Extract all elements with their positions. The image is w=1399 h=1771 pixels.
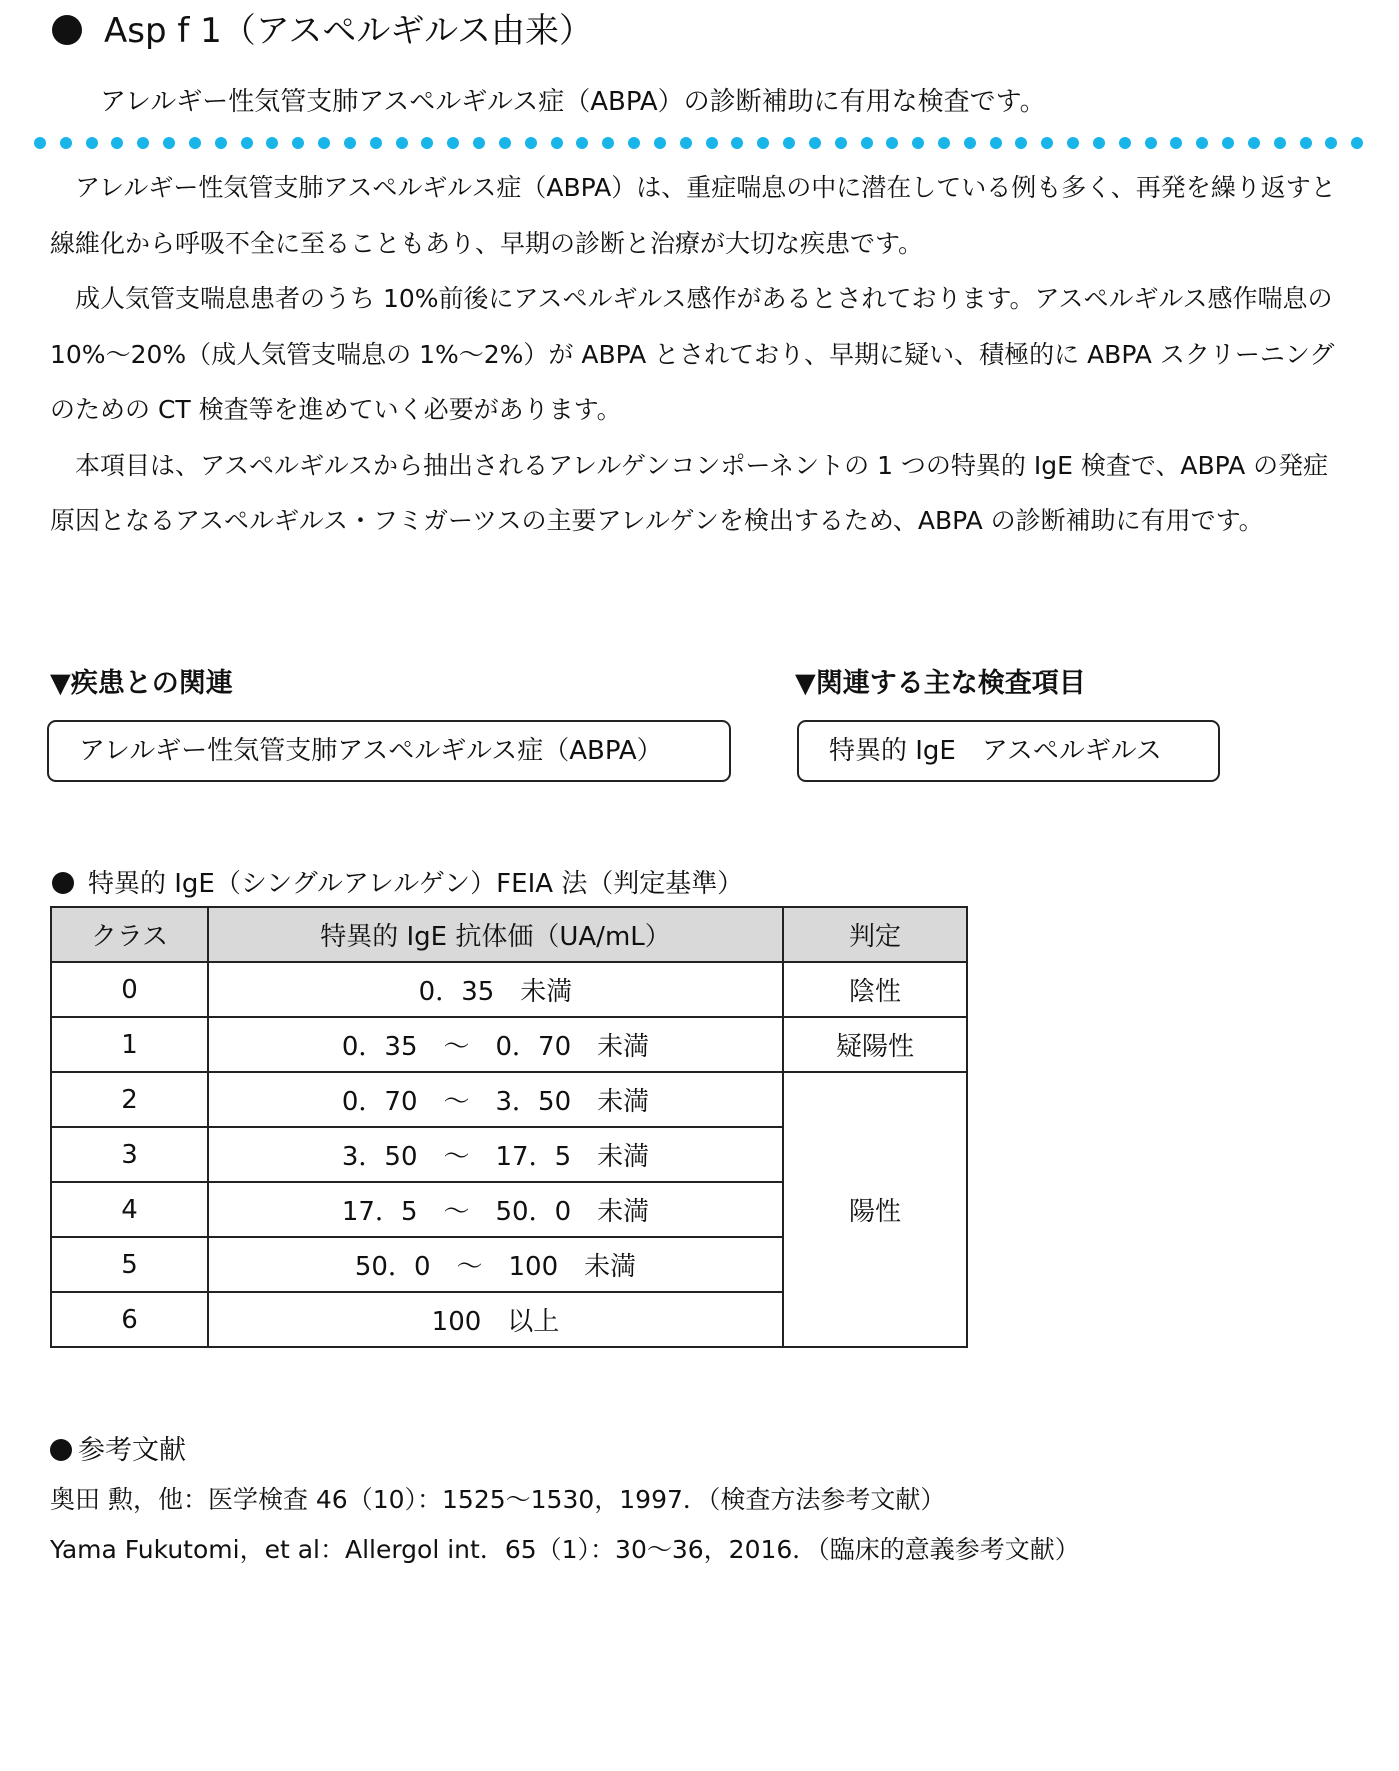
class-cell: 2 [51, 1072, 208, 1127]
divider-dot [654, 137, 666, 149]
divider-dot [1300, 137, 1312, 149]
range-cell: 0．70 ～ 3．50 未満 [208, 1072, 783, 1127]
table-row [51, 1017, 967, 1072]
bullet-icon [52, 15, 82, 45]
judgement-cell: 陽性 [783, 1072, 967, 1347]
range-cell: 50．0 ～ 100 未満 [208, 1237, 783, 1292]
class-cell: 5 [51, 1237, 208, 1292]
divider-dot [1196, 137, 1208, 149]
divider-dot [473, 137, 485, 149]
range-cell: 100 以上 [208, 1292, 783, 1347]
class-cell: 6 [51, 1292, 208, 1347]
reference-item: Yama Fukutomi，et al：Allergol int．65（1）：30～36，2016．（臨床的意義参考文献） [50, 1535, 1080, 1564]
divider-dot [396, 137, 408, 149]
related-disease-box: アレルギー性気管支肺アスペルギルス症（ABPA） [47, 720, 731, 782]
class-cell: 3 [51, 1127, 208, 1182]
reference-item: 奥田 勲，他：医学検査 46（10）：1525～1530，1997．（検査方法参考文献） [50, 1485, 946, 1514]
description-body [50, 160, 1350, 549]
divider-dot [861, 137, 873, 149]
divider-dot [731, 137, 743, 149]
page-title-text: Asp f 1（アスペルギルス由来） [104, 11, 594, 51]
divider-dot [1093, 137, 1105, 149]
related-disease-heading: ▼疾患との関連 [50, 668, 233, 699]
related-tests-heading: ▼関連する主な検査項目 [795, 668, 1086, 699]
divider-dot [602, 137, 614, 149]
divider-dot [1067, 137, 1079, 149]
divider-dot [344, 137, 356, 149]
divider-dot [189, 137, 201, 149]
criteria-table [50, 906, 968, 1348]
range-cell: 0．35 ～ 0．70 未満 [208, 1017, 783, 1072]
divider-dot [706, 137, 718, 149]
header-titer: 特異的 IgE 抗体価（UA/mL） [208, 907, 783, 962]
table-header-row [51, 907, 967, 962]
divider-dot [137, 137, 149, 149]
divider-dot [628, 137, 640, 149]
divider-dot [499, 137, 511, 149]
divider-dot [1274, 137, 1286, 149]
divider-dot [292, 137, 304, 149]
divider-dot [60, 137, 72, 149]
divider-dot [912, 137, 924, 149]
bullet-icon [52, 872, 74, 894]
table-row [51, 962, 967, 1017]
divider-dot [1248, 137, 1260, 149]
divider-dot [809, 137, 821, 149]
page-subtitle: アレルギー性気管支肺アスペルギルス症（ABPA）の診断補助に有用な検査です。 [100, 87, 1046, 117]
references-heading [50, 1431, 186, 1471]
divider-dot [1041, 137, 1053, 149]
divider-dot [1015, 137, 1027, 149]
divider-dot [680, 137, 692, 149]
related-tests-box: 特異的 IgE アスペルギルス [797, 720, 1220, 782]
page-title [52, 6, 593, 56]
divider-dot [1325, 137, 1337, 149]
divider-dot [241, 137, 253, 149]
divider-dot [215, 137, 227, 149]
body-paragraph: 本項目は、アスペルギルスから抽出されるアレルゲンコンポーネントの 1 つの特異的 IgE 検査で、ABPA の発症原因となるアスペルギルス・フミガーツスの主要アレルゲンを検出するため、ABPA の診断補助に有用です。 [50, 450, 1329, 535]
table-row [51, 1072, 967, 1127]
divider-dot [318, 137, 330, 149]
divider-dot [447, 137, 459, 149]
criteria-table-title-text: 特異的 IgE（シングルアレルゲン）FEIA 法（判定基準） [88, 869, 744, 899]
divider-dot [990, 137, 1002, 149]
divider-dot [938, 137, 950, 149]
divider-dot [964, 137, 976, 149]
bullet-icon [50, 1439, 72, 1461]
divider-dot [370, 137, 382, 149]
criteria-table-title [52, 864, 743, 904]
divider-dot [886, 137, 898, 149]
divider-dot [525, 137, 537, 149]
range-cell: 17．5 ～ 50．0 未満 [208, 1182, 783, 1237]
divider-dot [783, 137, 795, 149]
divider-dot [835, 137, 847, 149]
divider-dot [1145, 137, 1157, 149]
references-heading-text: 参考文献 [78, 1435, 186, 1466]
divider-dot [1119, 137, 1131, 149]
body-paragraph: アレルギー性気管支肺アスペルギルス症（ABPA）は、重症喘息の中に潜在している例も多く、再発を繰り返すと線維化から呼吸不全に至ることもあり、早期の診断と治療が大切な疾患です。 [50, 173, 1336, 258]
class-cell: 4 [51, 1182, 208, 1237]
divider-dot [576, 137, 588, 149]
class-cell: 0 [51, 962, 208, 1017]
judgement-cell: 疑陽性 [783, 1017, 967, 1072]
range-cell: 0．35 未満 [208, 962, 783, 1017]
divider-dot [1222, 137, 1234, 149]
divider-dot [551, 137, 563, 149]
header-judgement: 判定 [783, 907, 967, 962]
body-paragraph: 成人気管支喘息患者のうち 10%前後にアスペルギルス感作があるとされております。アスペルギルス感作喘息の 10%～20%（成人気管支喘息の 1%～2%）が ABPA とされており、早期に疑い、積極的に ABPA スクリーニングのための CT 検査等を進めていく必要があります。 [50, 284, 1335, 424]
divider-dot [86, 137, 98, 149]
class-cell: 1 [51, 1017, 208, 1072]
range-cell: 3．50 ～ 17．5 未満 [208, 1127, 783, 1182]
judgement-cell: 陰性 [783, 962, 967, 1017]
divider-dot [757, 137, 769, 149]
divider-dot [1170, 137, 1182, 149]
dotted-divider [34, 136, 1364, 150]
divider-dot [421, 137, 433, 149]
divider-dot [266, 137, 278, 149]
header-class: クラス [51, 907, 208, 962]
divider-dot [34, 137, 46, 149]
divider-dot [163, 137, 175, 149]
divider-dot [111, 137, 123, 149]
divider-dot [1351, 137, 1363, 149]
